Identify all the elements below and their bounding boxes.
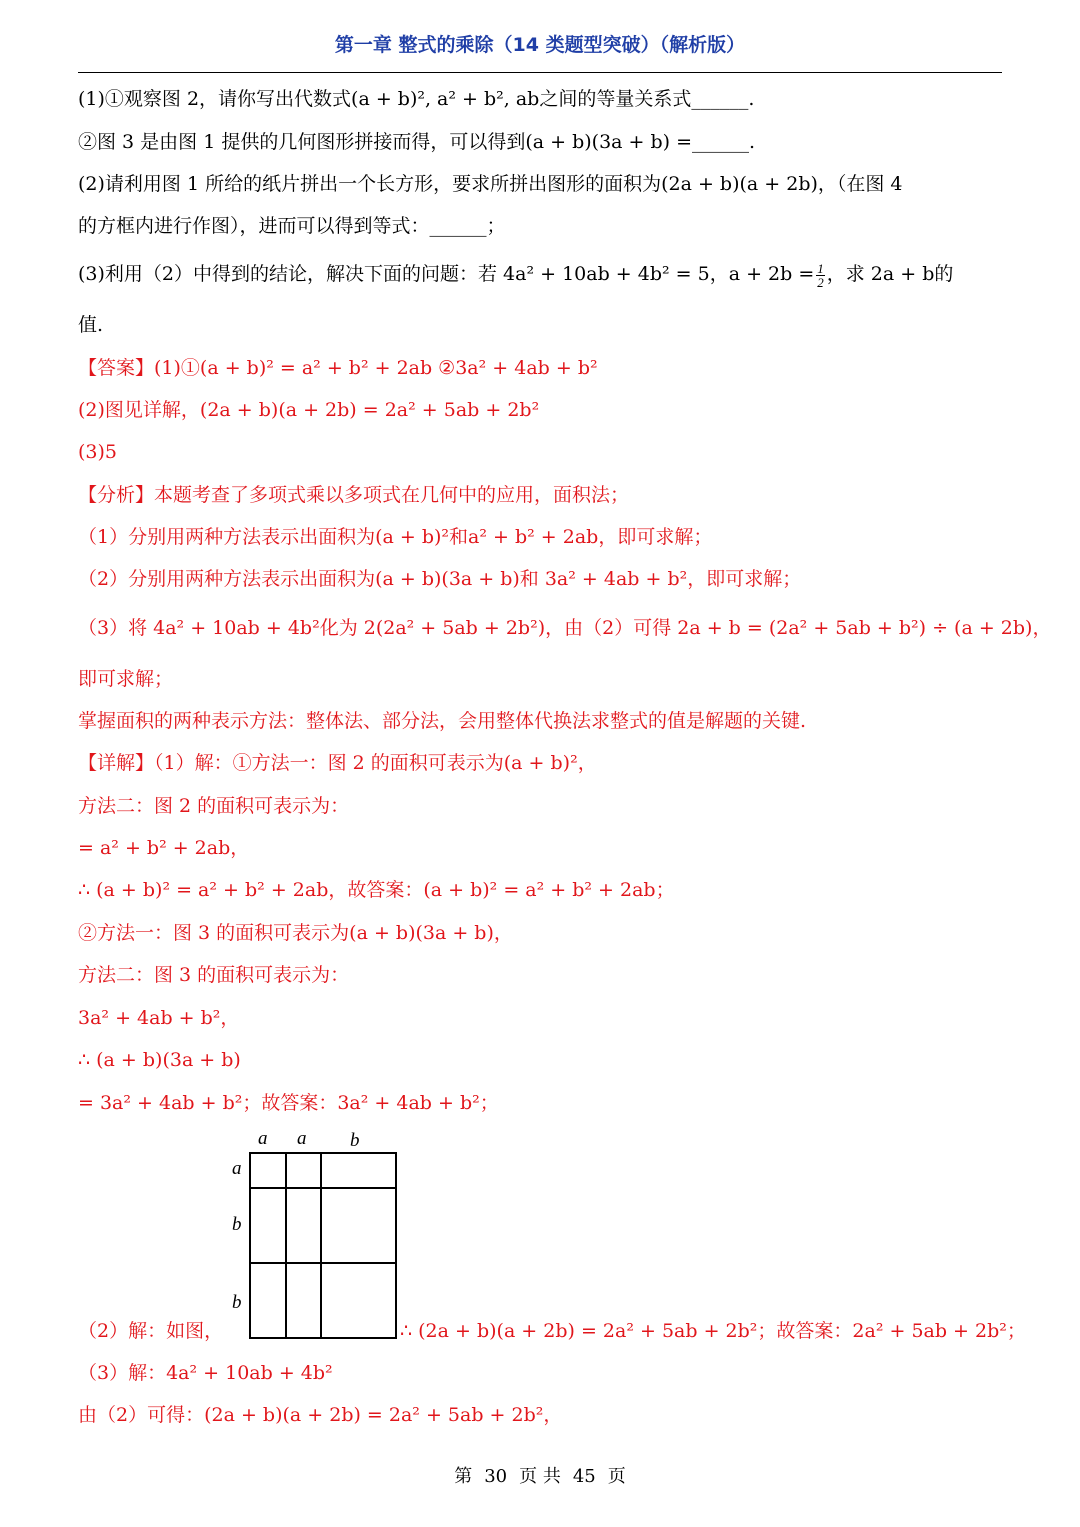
detail-line-4: ∴ (a + b)² = a² + b² + 2ab，故答案：(a + b)² = a² + b² + 2ab； — [78, 879, 675, 901]
analysis-line-6: 掌握面积的两种表示方法：整体法、部分法，会用整体代换法求整式的值是解题的关键. — [78, 710, 807, 732]
detail-line-2: 方法二：图 2 的面积可表示为： — [78, 795, 350, 817]
rectangle-figure — [226, 1128, 406, 1343]
detail-line-1: 【详解】（1）解：①方法一：图 2 的面积可表示为(a + b)²， — [78, 752, 597, 774]
detail-line-6: 方法二：图 3 的面积可表示为： — [78, 964, 350, 986]
question-3-text-after: ，求 2a + b的 — [826, 263, 954, 285]
question-1-1: (1)①观察图 2，请你写出代数式(a + b)², a² + b², ab之间的等量关系式______. — [78, 88, 755, 110]
figure-side-label-a: a — [232, 1158, 242, 1179]
figure-side-label-b2: b — [232, 1292, 242, 1313]
fraction-denominator: 2 — [817, 274, 824, 290]
footer-total-pages: 45 — [572, 1466, 596, 1487]
page-footer — [0, 1462, 1080, 1488]
detail-line-10-post: ∴ (2a + b)(a + 2b) = 2a² + 5ab + 2b²；故答案：2a² + 5ab + 2b²； — [400, 1320, 1026, 1342]
detail-line-9: = 3a² + 4ab + b²；故答案：3a² + 4ab + b²； — [78, 1092, 499, 1114]
analysis-line-1: 【分析】本题考查了多项式乘以多项式在几何中的应用，面积法； — [78, 484, 630, 506]
question-2-line-b: 的方框内进行作图），进而可以得到等式：______； — [78, 215, 506, 237]
question-2-line-a: (2)请利用图 1 所给的纸片拼出一个长方形，要求所拼出图形的面积为(2a + b)(a + 2b)，（在图 4 — [78, 173, 903, 195]
footer-mid: 页 共 — [519, 1466, 561, 1487]
figure-top-label-a2: a — [297, 1128, 307, 1149]
figure-top-label-a1: a — [258, 1128, 268, 1149]
detail-line-11: （3）解：4a² + 10ab + 4b² — [78, 1362, 333, 1384]
detail-line-3: = a² + b² + 2ab， — [78, 837, 250, 859]
detail-line-5: ②方法一：图 3 的面积可表示为(a + b)(3a + b)， — [78, 922, 513, 944]
figure-grid — [226, 1128, 406, 1343]
fraction-one-half — [816, 262, 825, 289]
figure-outer-rect — [250, 1153, 396, 1338]
analysis-line-2: （1）分别用两种方法表示出面积为(a + b)²和a² + b² + 2ab，即可求解； — [78, 526, 713, 548]
detail-line-7: 3a² + 4ab + b²， — [78, 1007, 240, 1029]
question-3-line-b: 值. — [78, 314, 104, 336]
analysis-line-5: 即可求解； — [78, 668, 174, 690]
analysis-line-3: （2）分别用两种方法表示出面积为(a + b)(3a + b)和 3a² + 4ab + b²，即可求解； — [78, 568, 802, 590]
analysis-line-4: （3）将 4a² + 10ab + 4b²化为 2(2a² + 5ab + 2b²)，由（2）可得 2a + b = (2a² + 5ab + b²) ÷ (a + 2b)， — [78, 617, 1052, 639]
footer-page-number: 30 — [484, 1466, 508, 1487]
detail-line-8: ∴ (a + b)(3a + b) — [78, 1049, 241, 1071]
detail-line-10-pre: （2）解：如图， — [78, 1320, 224, 1342]
fraction-numerator: 1 — [817, 260, 824, 276]
question-3-text-before: (3)利用（2）中得到的结论，解决下面的问题：若 4a² + 10ab + 4b² = 5，a + 2b = — [78, 263, 815, 285]
answer-3: (3)5 — [78, 441, 118, 463]
footer-suffix: 页 — [607, 1466, 626, 1487]
figure-side-label-b1: b — [232, 1214, 242, 1235]
header-divider — [78, 72, 1002, 73]
figure-top-label-b: b — [350, 1130, 360, 1151]
page-header-title: 第一章 整式的乘除（14 类题型突破）（解析版） — [334, 34, 746, 56]
question-1-2: ②图 3 是由图 1 提供的几何图形拼接而得，可以得到(a + b)(3a + b) =______. — [78, 131, 756, 153]
detail-line-12: 由（2）可得：(2a + b)(a + 2b) = 2a² + 5ab + 2b²， — [78, 1404, 563, 1426]
answer-2: (2)图见详解，(2a + b)(a + 2b) = 2a² + 5ab + 2b² — [78, 399, 540, 421]
question-3-line-a — [78, 261, 953, 289]
answer-1: 【答案】(1)①(a + b)² = a² + b² + 2ab ②3a² + 4ab + b² — [78, 357, 598, 379]
footer-prefix: 第 — [454, 1466, 473, 1487]
